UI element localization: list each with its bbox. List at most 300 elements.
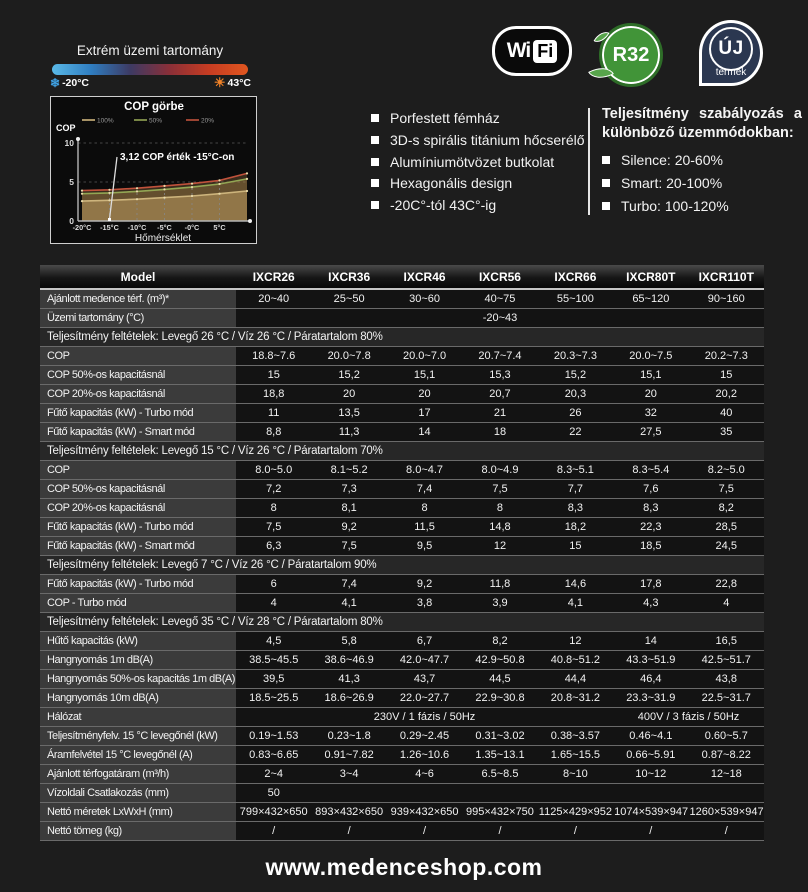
spec-cell: 4,1 <box>311 594 386 613</box>
spec-cell: 25~50 <box>311 289 386 309</box>
spec-cell: 90~160 <box>689 289 764 309</box>
temperature-gradient-bar <box>52 64 248 75</box>
row-label: Ajánlott térfogatáram (m³/h) <box>40 765 236 784</box>
spec-cell: 46,4 <box>613 670 688 689</box>
spec-cell-span: -20~43 <box>236 309 764 328</box>
spec-cell <box>387 784 462 803</box>
spec-cell: 18,8 <box>236 385 311 404</box>
spec-cell: 2~4 <box>236 765 311 784</box>
r32-badge-label: R32 <box>612 43 650 66</box>
spec-cell: 11 <box>236 404 311 423</box>
spec-cell: 0.29~2.45 <box>387 727 462 746</box>
feature-item <box>371 154 585 176</box>
mode-item <box>602 198 802 221</box>
spec-cell: 20,3 <box>538 385 613 404</box>
spec-cell: / <box>538 822 613 841</box>
spec-cell: 20.3~7.3 <box>538 347 613 366</box>
spec-cell: 0.19~1.53 <box>236 727 311 746</box>
svg-text:3,12 COP érték -15°C-on: 3,12 COP érték -15°C-on <box>120 152 235 163</box>
spec-cell: 40~75 <box>462 289 537 309</box>
svg-text:-0°C: -0°C <box>184 223 200 232</box>
feature-label: 3D-s spirális titánium hőcserélő <box>390 131 585 148</box>
spec-cell: 28,5 <box>689 518 764 537</box>
square-bullet-icon <box>602 202 610 210</box>
spec-cell: 7,4 <box>387 480 462 499</box>
spec-cell: 12~18 <box>689 765 764 784</box>
feature-list <box>371 110 585 219</box>
spec-cell: 26 <box>538 404 613 423</box>
spec-cell: 30~60 <box>387 289 462 309</box>
spec-cell: 1.35~13.1 <box>462 746 537 765</box>
spec-cell: 18,2 <box>538 518 613 537</box>
new-product-badge <box>699 20 763 86</box>
section-label: Teljesítmény feltételek: Levegő 7 °C / Víz 26 °C / Páratartalom 90% <box>40 556 764 575</box>
vertical-divider <box>588 108 590 215</box>
spec-cell: 0.23~1.8 <box>311 727 386 746</box>
spec-cell: 14,8 <box>462 518 537 537</box>
spec-cell: 20~40 <box>236 289 311 309</box>
spec-cell: 8,2 <box>689 499 764 518</box>
spec-cell: 8.1~5.2 <box>311 461 386 480</box>
spec-cell: 8.0~4.9 <box>462 461 537 480</box>
row-label: Hangnyomás 1m dB(A) <box>40 651 236 670</box>
range-banner-title: Extrém üzemi tartomány <box>76 43 224 58</box>
spec-cell: 7,5 <box>311 537 386 556</box>
spec-cell: 7,5 <box>236 518 311 537</box>
new-badge-title: ÚJ <box>709 27 753 71</box>
svg-text:10: 10 <box>64 138 74 148</box>
section-row <box>40 442 764 461</box>
spec-cell: 7,4 <box>311 575 386 594</box>
spec-cell: 4~6 <box>387 765 462 784</box>
spec-cell <box>311 784 386 803</box>
spec-cell: 4,1 <box>538 594 613 613</box>
column-header-ixcr80t: IXCR80T <box>613 265 688 289</box>
spec-cell: 8,1 <box>311 499 386 518</box>
spec-cell: 6 <box>236 575 311 594</box>
spec-cell: 44,4 <box>538 670 613 689</box>
spec-cell: / <box>462 822 537 841</box>
table-row <box>40 309 764 328</box>
spec-cell: 42.9~50.8 <box>462 651 537 670</box>
spec-cell: 5,8 <box>311 632 386 651</box>
table-row <box>40 518 764 537</box>
spec-cell: 4 <box>236 594 311 613</box>
mode-item <box>602 152 802 175</box>
row-label: COP 20%-os kapacitásnál <box>40 499 236 518</box>
spec-cell: 20,2 <box>689 385 764 404</box>
spec-cell: 4 <box>689 594 764 613</box>
spec-cell: 1.26~10.6 <box>387 746 462 765</box>
column-header-model: Model <box>40 265 236 289</box>
spec-cell: 17 <box>387 404 462 423</box>
row-label: Fűtő kapacitás (kW) - Smart mód <box>40 423 236 442</box>
spec-cell: 27,5 <box>613 423 688 442</box>
table-row <box>40 689 764 708</box>
row-label: Fűtő kapacitás (kW) - Turbo mód <box>40 404 236 423</box>
row-label: Fűtő kapacitás (kW) - Smart mód <box>40 537 236 556</box>
column-header-ixcr46: IXCR46 <box>387 265 462 289</box>
section-row <box>40 556 764 575</box>
wifi-badge-wi: Wi <box>506 39 531 62</box>
spec-table-body <box>40 289 764 841</box>
row-label: COP 50%-os kapacitásnál <box>40 366 236 385</box>
svg-text:100%: 100% <box>97 117 114 125</box>
spec-cell: 38.5~45.5 <box>236 651 311 670</box>
table-row <box>40 632 764 651</box>
spec-cell: 8,8 <box>236 423 311 442</box>
r32-refrigerant-badge <box>599 23 663 87</box>
mode-label: Smart: 20-100% <box>621 175 723 191</box>
svg-text:-20°C: -20°C <box>72 223 92 232</box>
spec-table <box>40 265 764 841</box>
spec-cell: 12 <box>538 632 613 651</box>
spec-cell: 0.60~5.7 <box>689 727 764 746</box>
feature-label: Alumíniumötvözet butkolat <box>390 153 555 170</box>
spec-cell <box>689 784 764 803</box>
spec-cell: / <box>236 822 311 841</box>
spec-cell: 8,2 <box>462 632 537 651</box>
spec-cell: 3~4 <box>311 765 386 784</box>
row-label: Teljesítményfelv. 15 °C levegőnél (kW) <box>40 727 236 746</box>
spec-cell: 32 <box>613 404 688 423</box>
spec-cell: 0.91~7.82 <box>311 746 386 765</box>
spec-cell: 8.0~4.7 <box>387 461 462 480</box>
svg-text:0: 0 <box>69 216 74 226</box>
spec-cell: 16,5 <box>689 632 764 651</box>
cop-chart <box>51 97 256 243</box>
spec-cell: 8 <box>462 499 537 518</box>
table-row <box>40 822 764 841</box>
row-label: Ajánlott medence térf. (m³)* <box>40 289 236 309</box>
spec-cell: / <box>311 822 386 841</box>
spec-cell: 15,3 <box>462 366 537 385</box>
feature-label: -20C°-tól 43C°-ig <box>390 197 497 214</box>
spec-cell: 17,8 <box>613 575 688 594</box>
spec-cell: 1.65~15.5 <box>538 746 613 765</box>
spec-cell: 65~120 <box>613 289 688 309</box>
wifi-badge-fi: Fi <box>533 40 557 63</box>
spec-cell: 24,5 <box>689 537 764 556</box>
feature-item <box>371 110 585 132</box>
spec-cell: 40.8~51.2 <box>538 651 613 670</box>
table-row <box>40 651 764 670</box>
spec-cell: 42.0~47.7 <box>387 651 462 670</box>
spec-cell: 20.0~7.8 <box>311 347 386 366</box>
spec-cell: 42.5~51.7 <box>689 651 764 670</box>
spec-cell: 14 <box>387 423 462 442</box>
row-label: Áramfelvétel 15 °C levegőnél (A) <box>40 746 236 765</box>
spec-cell: 43.3~51.9 <box>613 651 688 670</box>
square-bullet-icon <box>602 156 610 164</box>
spec-cell: 4,5 <box>236 632 311 651</box>
svg-text:-5°C: -5°C <box>157 223 172 232</box>
table-row <box>40 765 764 784</box>
spec-cell: 6,3 <box>236 537 311 556</box>
feature-item <box>371 197 585 219</box>
spec-cell: 18 <box>462 423 537 442</box>
table-row <box>40 670 764 689</box>
spec-cell: 15,1 <box>613 366 688 385</box>
spec-cell: 35 <box>689 423 764 442</box>
row-label: Üzemi tartomány (°C) <box>40 309 236 328</box>
spec-cell: 38.6~46.9 <box>311 651 386 670</box>
column-header-ixcr26: IXCR26 <box>236 265 311 289</box>
row-label: COP - Turbo mód <box>40 594 236 613</box>
spec-cell: 1260×539×947 <box>689 803 764 822</box>
website-link[interactable]: www.medenceshop.com <box>265 854 543 880</box>
spec-cell: 20 <box>311 385 386 404</box>
table-header-row <box>40 265 764 289</box>
column-header-ixcr66: IXCR66 <box>538 265 613 289</box>
modes-heading-line1: Teljesítmény szabályozás a <box>602 106 802 122</box>
spec-cell: 6,7 <box>387 632 462 651</box>
spec-cell: 20.8~31.2 <box>538 689 613 708</box>
spec-cell <box>462 784 537 803</box>
spec-cell: 893×432×650 <box>311 803 386 822</box>
spec-cell: 22.0~27.7 <box>387 689 462 708</box>
spec-cell: 43,8 <box>689 670 764 689</box>
spec-cell-span: 400V / 3 fázis / 50Hz <box>613 708 764 727</box>
cop-chart-panel <box>50 96 257 244</box>
spec-cell: 15 <box>538 537 613 556</box>
table-row <box>40 746 764 765</box>
table-row <box>40 594 764 613</box>
spec-cell: 15 <box>689 366 764 385</box>
row-label: Vízoldali Csatlakozás (mm) <box>40 784 236 803</box>
spec-cell: 3,8 <box>387 594 462 613</box>
svg-text:COP: COP <box>56 123 76 133</box>
spec-cell: 22.9~30.8 <box>462 689 537 708</box>
leaf-icon <box>588 62 614 85</box>
spec-cell: 8 <box>236 499 311 518</box>
spec-cell: 20 <box>613 385 688 404</box>
spec-cell: 50 <box>236 784 311 803</box>
leaf-icon <box>593 28 609 46</box>
square-bullet-icon <box>371 179 379 187</box>
spec-cell: 8,3 <box>613 499 688 518</box>
spec-cell: 7,5 <box>462 480 537 499</box>
section-label: Teljesítmény feltételek: Levegő 26 °C / Víz 26 °C / Páratartalom 80% <box>40 328 764 347</box>
table-row <box>40 347 764 366</box>
spec-cell: 0.31~3.02 <box>462 727 537 746</box>
spec-cell: 23.3~31.9 <box>613 689 688 708</box>
spec-cell: 8.0~5.0 <box>236 461 311 480</box>
table-row <box>40 480 764 499</box>
column-header-ixcr36: IXCR36 <box>311 265 386 289</box>
row-label: COP <box>40 347 236 366</box>
row-label: COP 20%-os kapacitásnál <box>40 385 236 404</box>
spec-cell: 39,5 <box>236 670 311 689</box>
spec-cell: 20.2~7.3 <box>689 347 764 366</box>
row-label: Fűtő kapacitás (kW) - Turbo mód <box>40 575 236 594</box>
row-label: Hangnyomás 50%-os kapacitás 1m dB(A) <box>40 670 236 689</box>
spec-cell: 11,8 <box>462 575 537 594</box>
modes-heading-line2: különböző üzemmódokban: <box>602 125 794 141</box>
section-label: Teljesítmény feltételek: Levegő 35 °C / Víz 28 °C / Páratartalom 80% <box>40 613 764 632</box>
spec-cell: 4,3 <box>613 594 688 613</box>
spec-cell: 22 <box>538 423 613 442</box>
spec-cell: 20 <box>387 385 462 404</box>
min-temperature <box>50 77 89 89</box>
feature-label: Hexagonális design <box>390 175 513 192</box>
spec-cell: 9,2 <box>311 518 386 537</box>
row-label: Fűtő kapacitás (kW) - Turbo mód <box>40 518 236 537</box>
spec-cell: 18.6~26.9 <box>311 689 386 708</box>
spec-cell: 11,5 <box>387 518 462 537</box>
column-header-ixcr56: IXCR56 <box>462 265 537 289</box>
spec-cell: 8,3 <box>538 499 613 518</box>
spec-cell: 799×432×650 <box>236 803 311 822</box>
spec-cell: 8~10 <box>538 765 613 784</box>
spec-cell <box>538 784 613 803</box>
spec-cell: 15,1 <box>387 366 462 385</box>
max-temperature <box>214 77 251 89</box>
spec-cell: 41,3 <box>311 670 386 689</box>
table-row <box>40 727 764 746</box>
row-label: Hangnyomás 10m dB(A) <box>40 689 236 708</box>
spec-cell: 18.5~25.5 <box>236 689 311 708</box>
square-bullet-icon <box>602 179 610 187</box>
spec-cell <box>613 784 688 803</box>
table-row <box>40 803 764 822</box>
row-label: COP 50%-os kapacitásnál <box>40 480 236 499</box>
feature-label: Porfestett fémház <box>390 110 500 126</box>
spec-cell: 20,7 <box>462 385 537 404</box>
row-label: COP <box>40 461 236 480</box>
spec-cell: 14 <box>613 632 688 651</box>
spec-cell: 18,5 <box>613 537 688 556</box>
modes-list <box>602 152 802 221</box>
spec-cell: 44,5 <box>462 670 537 689</box>
section-row <box>40 328 764 347</box>
spec-table-head <box>40 265 764 289</box>
table-row <box>40 575 764 594</box>
spec-cell: 0.46~4.1 <box>613 727 688 746</box>
row-label: Hálózat <box>40 708 236 727</box>
spec-cell: 55~100 <box>538 289 613 309</box>
feature-item <box>371 132 585 154</box>
spec-cell: 40 <box>689 404 764 423</box>
spec-cell: 0.87~8.22 <box>689 746 764 765</box>
spec-cell: 22,3 <box>613 518 688 537</box>
spec-cell: 7,6 <box>613 480 688 499</box>
row-label: Nettó tömeg (kg) <box>40 822 236 841</box>
mode-item <box>602 175 802 198</box>
spec-cell: 43,7 <box>387 670 462 689</box>
spec-cell: 14,6 <box>538 575 613 594</box>
table-row <box>40 708 764 727</box>
spec-cell: 0.38~3.57 <box>538 727 613 746</box>
new-badge-subtitle: termék <box>715 67 747 78</box>
spec-cell: 8.3~5.4 <box>613 461 688 480</box>
spec-cell: 3,9 <box>462 594 537 613</box>
square-bullet-icon <box>371 114 379 122</box>
spec-cell: 6.5~8.5 <box>462 765 537 784</box>
spec-cell: 20.7~7.4 <box>462 347 537 366</box>
table-row <box>40 423 764 442</box>
spec-cell: 1074×539×947 <box>613 803 688 822</box>
spec-cell: 9,2 <box>387 575 462 594</box>
spec-cell: 8 <box>387 499 462 518</box>
spec-cell: 995×432×750 <box>462 803 537 822</box>
section-row <box>40 613 764 632</box>
spec-cell: 8.3~5.1 <box>538 461 613 480</box>
table-row <box>40 784 764 803</box>
feature-item <box>371 175 585 197</box>
spec-cell: 15 <box>236 366 311 385</box>
spec-cell: 11,3 <box>311 423 386 442</box>
spec-cell: 7,5 <box>689 480 764 499</box>
snowflake-icon: ❄ <box>50 76 61 90</box>
square-bullet-icon <box>371 158 379 166</box>
row-label: Hűtő kapacitás (kW) <box>40 632 236 651</box>
spec-cell: 10~12 <box>613 765 688 784</box>
table-row <box>40 366 764 385</box>
spec-cell: 22,8 <box>689 575 764 594</box>
table-row <box>40 404 764 423</box>
svg-text:Hőmérséklet: Hőmérséklet <box>134 233 192 243</box>
spec-cell: 18.8~7.6 <box>236 347 311 366</box>
spec-cell: 7,3 <box>311 480 386 499</box>
modes-panel <box>602 105 802 221</box>
spec-cell: 9,5 <box>387 537 462 556</box>
table-row <box>40 537 764 556</box>
table-row <box>40 385 764 404</box>
spec-cell: 7,7 <box>538 480 613 499</box>
svg-text:COP görbe: COP görbe <box>124 101 184 113</box>
spec-cell: 20.0~7.5 <box>613 347 688 366</box>
svg-text:20%: 20% <box>201 117 215 125</box>
wifi-badge <box>492 26 572 76</box>
mode-label: Silence: 20-60% <box>621 152 723 168</box>
spec-cell: 939×432×650 <box>387 803 462 822</box>
max-temperature-label: 43°C <box>227 77 251 89</box>
spec-cell: 7,2 <box>236 480 311 499</box>
spec-cell: / <box>613 822 688 841</box>
spec-cell: / <box>689 822 764 841</box>
svg-text:5: 5 <box>69 177 74 187</box>
square-bullet-icon <box>371 201 379 209</box>
min-temperature-label: -20°C <box>62 77 90 89</box>
spec-cell: 0.83~6.65 <box>236 746 311 765</box>
spec-cell: 12 <box>462 537 537 556</box>
svg-text:-15°C: -15°C <box>100 223 119 232</box>
spec-cell: 22.5~31.7 <box>689 689 764 708</box>
section-label: Teljesítmény feltételek: Levegő 15 °C / Víz 26 °C / Páratartalom 70% <box>40 442 764 461</box>
mode-label: Turbo: 100-120% <box>621 198 729 214</box>
column-header-ixcr110t: IXCR110T <box>689 265 764 289</box>
spec-cell: 21 <box>462 404 537 423</box>
spec-cell: 13,5 <box>311 404 386 423</box>
square-bullet-icon <box>371 136 379 144</box>
spec-cell: / <box>387 822 462 841</box>
table-row <box>40 289 764 309</box>
svg-text:5°C: 5°C <box>213 223 226 232</box>
range-endpoints <box>50 77 251 89</box>
table-row <box>40 461 764 480</box>
spec-cell: 0.66~5.91 <box>613 746 688 765</box>
sun-icon: ☀ <box>213 75 226 90</box>
svg-text:50%: 50% <box>149 117 163 125</box>
spec-cell: 1125×429×952 <box>538 803 613 822</box>
svg-text:-10°C: -10°C <box>127 223 147 232</box>
spec-cell: 8.2~5.0 <box>689 461 764 480</box>
row-label: Nettó méretek LxWxH (mm) <box>40 803 236 822</box>
spec-cell: 15,2 <box>311 366 386 385</box>
spec-cell: 20.0~7.0 <box>387 347 462 366</box>
spec-cell-span: 230V / 1 fázis / 50Hz <box>236 708 613 727</box>
